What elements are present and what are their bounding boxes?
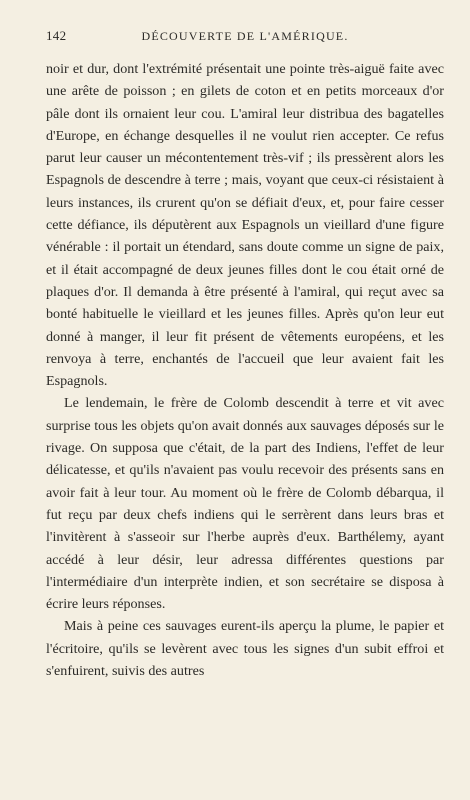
paragraph-3: Mais à peine ces sauvages eurent-ils aperçu la plume, le papier et l'écritoire, qu'ils se levèrent avec tous les signes d'un subit effroi et s'enfuirent, suivis des autres xyxy=(46,618,444,680)
paragraph-2: Le lendemain, le frère de Colomb descendit à terre et vit avec surprise tous les objets qu'on avait donnés aux sauvages déposés sur le rivage. On supposa que c'était, de la part des Indiens, l'effet de leur délicatesse, et qu'ils n'avaient pas voulu recevoir des présents sans en avoir fait à leur tour. Au moment où le frère de Colomb débarqua, il fut reçu par deux chefs indiens qui le serrèrent dans leurs bras et l'invitèrent à s'asseoir sur l'herbe auprès d'eux. Barthélemy, ayant accédé à leur désir, leur adressa différentes questions par l'intermédiaire d'un interprète indien, et son secrétaire se disposa à écrire leurs réponses. xyxy=(46,395,444,613)
body-text xyxy=(46,58,444,682)
running-title: DÉCOUVERTE DE L'AMÉRIQUE. xyxy=(141,29,349,43)
page-number: 142 xyxy=(46,28,67,43)
paragraph-1: noir et dur, dont l'extrémité présentait une pointe très-aiguë faite avec une arête de poisson ; en gilets de coton et en petits morceaux d'or pâle dont ils ornaient leur cou. L'amiral leur distribua des bagatelles d'Europe, en échange desquelles il ne voulut rien accepter. Ce refus parut leur causer un mécontentement très-vif ; ils pressèrent alors les Espagnols de descendre à terre ; mais, voyant que ceux-ci résistaient à leurs instances, ils crurent qu'on se défiait d'eux, et, pour faire cesser cette défiance, ils députèrent aux Espagnols un vieillard d'une figure vénérable : il portait un étendard, sans doute comme un signe de paix, et il était accompagné de deux jeunes filles dont le cou était orné de plaques d'or. Il demanda à être présenté à l'amiral, qui reçut avec sa bonté habituelle le vieillard et les jeunes filles. Après qu'on leur eut donné à manger, il leur fit présent de vêtements européens, et les renvoya à terre, enchantés de l'accueil que leur avaient fait les Espagnols. xyxy=(46,61,444,390)
page-header xyxy=(46,28,444,44)
